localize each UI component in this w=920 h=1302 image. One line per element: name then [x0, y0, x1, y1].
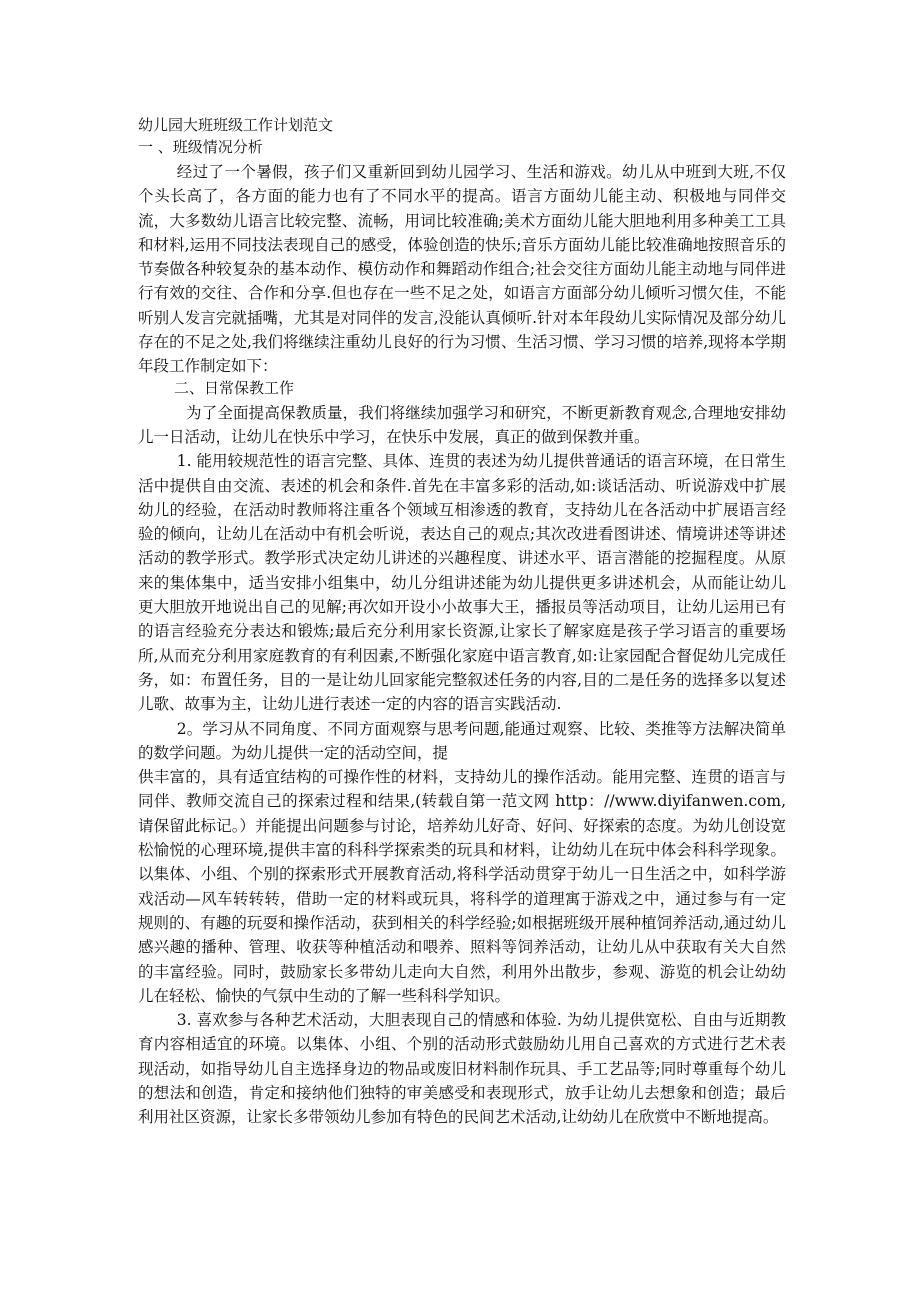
item3-paragraph: 3. 喜欢参与各种艺术活动，大胆表现自己的情感和体验. 为幼儿提供宽松、自由与近期教育内容相适宜的环境。以集体、小组、个别的活动形式鼓励幼儿用自己喜欢的方式进行艺术表现活动，如指导幼儿自主选择身边的物品或废旧材料制作玩具、手工艺品等;同时尊重每个幼儿的想法和创造，肯定和接纳他们独特的审美感受和表现形式，放手让幼儿去想象和创造；最后利用社区资源，让家长多带领幼儿参加有特色的民间艺术活动,让幼幼儿在欣赏中不断地提高。	[138, 1011, 786, 1127]
item2-paragraph-part2: 供丰富的，具有适宜结构的可操作性的材料，支持幼儿的操作活动。能用完整、连贯的语言与同伴、教师交流自己的探索过程和结果,(转载自第一范文网 http：//www.diyifanwen.com,请保留此标记。）并能提出问题参与讨论，培养幼儿好奇、好问、好探索的态度。为幼儿创设宽松愉悦的心理环境,提供丰富的科科学探索类的玩具和材料，让幼幼儿在玩中体会科科学现象。以集体、小组、个别的探索形式开展教育活动,将科学活动贯穿于幼儿一日生活之中，如科学游戏活动—风车转转转，借助一定的材料或玩具，将科学的道理寓于游戏之中，通过参与有一定规则的、有趣的玩耍和操作活动，获到相关的科学经验;如根据班级开展种植饲养活动,通过幼儿感兴趣的播种、管理、收获等种植活动和喂养、照料等饲养活动，让幼儿从中获取有关大自然的丰富经验。同时，鼓励家长多带幼儿走向大自然，利用外出散步，参观、游览的机会让幼幼儿在轻松、愉快的气氛中生动的了解一些科科学知识。	[138, 768, 786, 1005]
section1-paragraph: 经过了一个暑假，孩子们又重新回到幼儿园学习、生活和游戏。幼儿从中班到大班,不仅个头长高了，各方面的能力也有了不同水平的提高。语言方面幼儿能主动、积极地与同伴交流，大多数幼儿语言比较完整、流畅，用词比较准确;美术方面幼儿能大胆地利用多种美工工具和材料,运用不同技法表现自己的感受，体验创造的快乐;音乐方面幼儿能比较准确地按照音乐的节奏做各种较复杂的基本动作、模仿动作和舞蹈动作组合;社会交往方面幼儿能主动地与同伴进行有效的交往、合作和分享.但也存在一些不足之处，如语言方面部分幼儿倾听习惯欠佳，不能听别人发言完就插嘴，尤其是对同伴的发言,没能认真倾听.针对本年段幼儿实际情况及部分幼儿存在的不足之处,我们将继续注重幼儿良好的行为习惯、生活习惯、学习习惯的培养,现将本学期年段工作制定如下：	[138, 163, 786, 376]
section1-heading: 一 、班级情况分析	[138, 138, 263, 156]
document-page	[138, 116, 786, 1130]
item2-paragraph-part1: 2。学习从不同角度、不同方面观察与思考问题,能通过观察、比较、类推等方法解决简单的数学问题。为幼儿提供一定的活动空间，提	[138, 719, 786, 762]
section2-intro: 为了全面提高保教质量，我们将继续加强学习和研究，不断更新教育观念,合理地安排幼儿一日活动，让幼儿在快乐中学习，在快乐中发展，真正的做到保教并重。	[138, 403, 786, 446]
item1-paragraph: 1. 能用较规范性的语言完整、具体、连贯的表述为幼儿提供普通话的语言环境，在日常生活中提供自由交流、表述的机会和条件.首先在丰富多彩的活动,如:谈话活动、听说游戏中扩展幼儿的经验，在活动时教师将注重各个领域互相渗透的教育，支持幼儿在各活动中扩展语言经验的倾向，让幼儿在活动中有机会听说，表达自己的观点;其次改进看图讲述、情境讲述等讲述活动的教学形式。教学形式决定幼儿讲述的兴趣程度、讲述水平、语言潜能的挖掘程度。从原来的集体集中，适当安排小组集中，幼儿分组讲述能为幼儿提供更多讲述机会，从而能让幼儿更大胆放开地说出自己的见解;再次如开设小小故事大王，播报员等活动项目，让幼儿运用已有的语言经验充分表达和锻炼;最后充分利用家长资源,让家长了解家庭是孩子学习语言的重要场所,从而充分利用家庭教育的有利因素,不断强化家庭中语言教育,如:让家园配合督促幼儿完成任务，如：布置任务，目的一是让幼儿回家能完整叙述任务的内容,目的二是任务的选择多以复述儿歌、故事为主，让幼儿进行表述一定的内容的语言实践活动.	[138, 452, 786, 714]
document-title: 幼儿园大班班级工作计划范文	[138, 116, 334, 134]
section2-heading: 二、日常保教工作	[174, 378, 295, 397]
